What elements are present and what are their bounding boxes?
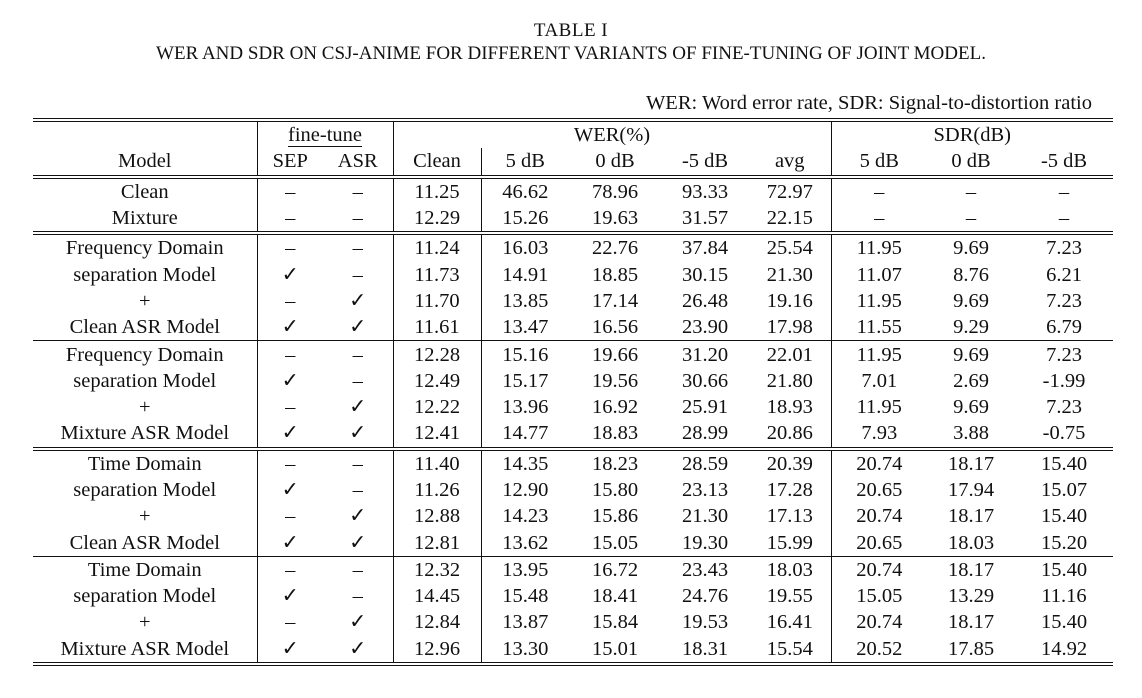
wer-cell: 30.15 <box>681 263 729 286</box>
sep-cell: – <box>257 177 323 205</box>
wer-cell: 30.66 <box>681 369 729 392</box>
wer-cell: 14.77 <box>481 420 569 448</box>
wer-cell: 20.86 <box>766 422 813 445</box>
sdr-cell: – <box>965 207 977 230</box>
wer-cell: 25.54 <box>749 233 831 261</box>
header-wer-0db: 0 dB <box>569 148 661 176</box>
results-table <box>33 118 1113 666</box>
wer-cell: 16.72 <box>569 556 661 583</box>
sdr-cell: 9.69 <box>953 396 989 419</box>
wer-cell: 14.45 <box>393 583 481 609</box>
wer-cell: 23.90 <box>681 316 729 339</box>
wer-cell: 14.35 <box>481 449 569 477</box>
wer-cell: 12.28 <box>393 341 481 368</box>
wer-cell: 19.53 <box>681 611 729 634</box>
wer-cell: 28.59 <box>661 449 749 477</box>
model-cell: Time Domain <box>33 556 257 583</box>
sep-cell: ✓ <box>257 477 323 503</box>
table-row <box>33 529 1113 556</box>
sep-cell: – <box>257 233 323 261</box>
sdr-cell: – <box>1058 207 1070 230</box>
wer-cell: 93.33 <box>661 177 749 205</box>
sdr-cell: 8.76 <box>953 263 989 286</box>
model-cell: Frequency Domain <box>33 233 257 261</box>
asr-cell: ✓ <box>349 422 367 445</box>
sdr-cell: – <box>831 205 927 233</box>
wer-cell: 15.54 <box>749 636 831 664</box>
wer-cell: 16.56 <box>591 316 639 339</box>
wer-cell: 20.39 <box>749 449 831 477</box>
sdr-cell: 13.29 <box>947 585 995 608</box>
wer-cell: 18.85 <box>591 263 639 286</box>
table-caption: WER AND SDR ON CSJ-ANIME FOR DIFFERENT VARIANTS OF FINE-TUNING OF JOINT MODEL. <box>156 43 986 64</box>
table-row <box>33 556 1113 583</box>
sep-cell: ✓ <box>257 636 323 664</box>
wer-cell: 12.88 <box>393 503 481 529</box>
sdr-cell: 9.29 <box>953 316 989 339</box>
sdr-cell: 20.65 <box>831 477 927 503</box>
sdr-cell: -1.99 <box>1042 369 1086 392</box>
wer-cell: 18.31 <box>661 636 749 664</box>
asr-cell: – <box>323 449 393 477</box>
asr-cell: ✓ <box>349 531 367 554</box>
wer-cell: 19.55 <box>766 585 813 608</box>
wer-cell: 18.23 <box>569 449 661 477</box>
asr-cell: – <box>352 263 363 286</box>
table-group <box>33 233 1113 341</box>
asr-cell: ✓ <box>349 316 367 339</box>
wer-cell: 23.43 <box>661 556 749 583</box>
sdr-cell: 11.55 <box>831 314 927 341</box>
model-cell: separation Model <box>73 369 217 392</box>
sdr-cell: 7.01 <box>831 368 927 394</box>
wer-cell: 15.84 <box>591 611 639 634</box>
wer-cell: 12.90 <box>481 477 569 503</box>
header-sdr-5db: 5 dB <box>831 148 927 176</box>
header-sdr-0db: 0 dB <box>927 148 1015 176</box>
wer-cell: 13.87 <box>481 609 569 635</box>
header-blank <box>33 120 257 148</box>
sdr-cell: 11.95 <box>831 341 927 368</box>
wer-cell: 15.05 <box>591 531 639 554</box>
wer-cell: 13.62 <box>481 529 569 556</box>
wer-cell: 12.32 <box>393 556 481 583</box>
wer-cell: 13.85 <box>481 288 569 314</box>
sdr-cell: -0.75 <box>1042 422 1086 445</box>
wer-cell: 19.56 <box>591 369 639 392</box>
sep-cell: – <box>257 556 323 583</box>
wer-cell: 11.25 <box>393 177 481 205</box>
sdr-cell: 11.95 <box>831 233 927 261</box>
sdr-cell: 11.07 <box>831 261 927 287</box>
table-row <box>33 477 1113 503</box>
sdr-cell: 6.79 <box>1046 316 1082 339</box>
wer-cell: 11.26 <box>393 477 481 503</box>
asr-cell: – <box>323 341 393 368</box>
header-row-2 <box>33 148 1113 176</box>
wer-cell: 19.66 <box>569 341 661 368</box>
wer-cell: 15.16 <box>481 341 569 368</box>
table-row <box>33 261 1113 287</box>
sdr-cell: 18.17 <box>927 449 1015 477</box>
model-cell: + <box>138 289 151 312</box>
wer-cell: 17.13 <box>766 505 813 528</box>
sdr-cell: – <box>1015 177 1113 205</box>
sdr-cell: 11.95 <box>831 394 927 420</box>
sdr-cell: 17.85 <box>927 636 1015 664</box>
wer-cell: 31.20 <box>661 341 749 368</box>
asr-cell: – <box>323 177 393 205</box>
wer-cell: 18.41 <box>591 585 639 608</box>
sdr-cell: 20.52 <box>831 636 927 664</box>
wer-cell: 12.41 <box>393 420 481 448</box>
table-row <box>33 394 1113 420</box>
wer-cell: 12.96 <box>393 636 481 664</box>
table-row <box>33 341 1113 368</box>
model-cell: + <box>138 396 151 419</box>
table-row <box>33 503 1113 529</box>
model-cell: Frequency Domain <box>33 341 257 368</box>
wer-cell: 26.48 <box>681 289 729 312</box>
wer-cell: 18.83 <box>591 422 639 445</box>
wer-cell: 13.95 <box>481 556 569 583</box>
sdr-cell: 17.94 <box>947 479 995 501</box>
table-row <box>33 609 1113 635</box>
sdr-cell: 15.40 <box>1040 505 1088 528</box>
wer-cell: 15.80 <box>591 479 639 501</box>
wer-cell: 11.70 <box>393 288 481 314</box>
sdr-cell: 7.93 <box>831 420 927 448</box>
wer-cell: 13.96 <box>481 394 569 420</box>
model-cell: + <box>138 505 151 528</box>
model-cell: separation Model <box>73 585 217 608</box>
sdr-cell: 7.23 <box>1015 233 1113 261</box>
wer-cell: 21.80 <box>766 369 813 392</box>
table-row <box>33 420 1113 448</box>
header-wer-5db: 5 dB <box>481 148 569 176</box>
sep-cell: – <box>257 503 323 529</box>
sdr-cell: 15.40 <box>1015 556 1113 583</box>
sdr-cell: 9.69 <box>927 341 1015 368</box>
sep-cell: ✓ <box>257 368 323 394</box>
wer-cell: 22.76 <box>569 233 661 261</box>
sdr-cell: 6.21 <box>1046 263 1082 286</box>
table-group <box>33 556 1113 664</box>
wer-cell: 18.03 <box>749 556 831 583</box>
header-wer-avg: avg <box>749 148 831 176</box>
wer-cell: 21.30 <box>766 263 813 286</box>
header-finetune: fine-tune <box>257 120 393 148</box>
table-row <box>33 583 1113 609</box>
header-row-1 <box>33 120 1113 148</box>
asr-cell: ✓ <box>349 396 367 419</box>
table-group <box>33 449 1113 557</box>
wer-cell: 28.99 <box>681 422 729 445</box>
header-sdr-group: SDR(dB) <box>831 120 1113 148</box>
sep-cell: – <box>257 288 323 314</box>
sdr-cell: 7.23 <box>1046 289 1082 312</box>
asr-cell: ✓ <box>349 611 367 634</box>
wer-cell: 37.84 <box>661 233 749 261</box>
sdr-cell: 18.03 <box>947 531 995 554</box>
model-cell: separation Model <box>73 263 217 286</box>
table-row <box>33 368 1113 394</box>
sdr-cell: – <box>831 177 927 205</box>
asr-cell: – <box>352 369 363 392</box>
table-row <box>33 205 1113 233</box>
sdr-cell: 14.92 <box>1015 636 1113 664</box>
table-row <box>33 288 1113 314</box>
wer-cell: 12.22 <box>393 394 481 420</box>
sep-cell: ✓ <box>257 420 323 448</box>
model-cell: Time Domain <box>33 449 257 477</box>
table-row <box>33 177 1113 205</box>
model-cell: Clean ASR Model <box>69 316 220 339</box>
sep-cell: – <box>257 609 323 635</box>
sdr-cell: 9.69 <box>953 289 989 312</box>
wer-cell: 19.16 <box>766 289 813 312</box>
header-model: Model <box>33 148 257 176</box>
asr-cell: ✓ <box>349 505 367 528</box>
model-cell: + <box>138 611 151 634</box>
wer-cell: 23.13 <box>681 479 729 501</box>
wer-cell: 17.14 <box>591 289 639 312</box>
wer-cell: 72.97 <box>749 177 831 205</box>
model-cell: Mixture ASR Model <box>33 636 257 664</box>
model-cell: separation Model <box>73 479 217 501</box>
sdr-cell: 15.20 <box>1040 531 1088 554</box>
wer-cell: 15.01 <box>569 636 661 664</box>
wer-cell: 15.26 <box>481 205 569 233</box>
wer-cell: 16.03 <box>481 233 569 261</box>
sdr-cell: 20.65 <box>831 529 927 556</box>
table-group <box>33 177 1113 234</box>
asr-cell: – <box>352 479 363 501</box>
wer-cell: 31.57 <box>681 207 729 230</box>
sep-cell: – <box>257 205 323 233</box>
wer-cell: 19.63 <box>591 207 639 230</box>
header-asr: ASR <box>323 148 393 176</box>
sep-cell: ✓ <box>257 529 323 556</box>
asr-cell: – <box>352 585 363 608</box>
wer-cell: 12.49 <box>393 368 481 394</box>
wer-cell: 78.96 <box>569 177 661 205</box>
table-row <box>33 233 1113 261</box>
asr-cell: – <box>323 233 393 261</box>
wer-cell: 11.61 <box>393 314 481 341</box>
sdr-cell: 15.07 <box>1040 479 1088 501</box>
sep-cell: ✓ <box>257 583 323 609</box>
asr-cell: ✓ <box>349 289 367 312</box>
header-wer-group: WER(%) <box>393 120 831 148</box>
sdr-cell: 18.17 <box>947 611 995 634</box>
wer-cell: 12.81 <box>393 529 481 556</box>
wer-cell: 11.40 <box>393 449 481 477</box>
header-wer-clean: Clean <box>393 148 481 176</box>
wer-cell: 13.47 <box>481 314 569 341</box>
wer-cell: 19.30 <box>681 531 729 554</box>
wer-cell: 14.91 <box>481 261 569 287</box>
wer-cell: 22.01 <box>749 341 831 368</box>
sdr-cell: 20.74 <box>831 609 927 635</box>
sdr-cell: 18.17 <box>947 505 995 528</box>
sdr-cell: 20.74 <box>831 503 927 529</box>
wer-cell: 13.30 <box>481 636 569 664</box>
header-sep: SEP <box>257 148 323 176</box>
sdr-cell: 20.74 <box>831 449 927 477</box>
wer-cell: 11.24 <box>393 233 481 261</box>
sep-cell: ✓ <box>257 261 323 287</box>
wer-cell: 46.62 <box>481 177 569 205</box>
sdr-cell: 7.23 <box>1015 341 1113 368</box>
sdr-cell: 15.05 <box>831 583 927 609</box>
sep-cell: – <box>257 341 323 368</box>
model-cell: Mixture ASR Model <box>60 422 230 445</box>
sdr-cell: 3.88 <box>953 422 989 445</box>
asr-cell: – <box>323 556 393 583</box>
wer-cell: 11.73 <box>393 261 481 287</box>
sep-cell: – <box>257 394 323 420</box>
sdr-cell: 18.17 <box>927 556 1015 583</box>
wer-cell: 15.17 <box>481 368 569 394</box>
wer-cell: 25.91 <box>681 396 729 419</box>
sdr-cell: 15.40 <box>1015 449 1113 477</box>
sdr-cell: 9.69 <box>927 233 1015 261</box>
sdr-cell: 2.69 <box>953 369 989 392</box>
asr-cell: – <box>352 207 363 230</box>
sdr-cell: 11.95 <box>831 288 927 314</box>
wer-cell: 12.84 <box>393 609 481 635</box>
sdr-cell: 20.74 <box>831 556 927 583</box>
model-cell: Clean ASR Model <box>69 531 220 554</box>
wer-cell: 24.76 <box>681 585 729 608</box>
wer-cell: 15.48 <box>481 583 569 609</box>
header-wer-m5db: -5 dB <box>661 148 749 176</box>
sdr-cell: – <box>927 177 1015 205</box>
table-row <box>33 314 1113 341</box>
wer-cell: 16.41 <box>766 611 813 634</box>
header-sdr-m5db: -5 dB <box>1015 148 1113 176</box>
asr-cell: ✓ <box>323 636 393 664</box>
sdr-cell: 15.40 <box>1040 611 1088 634</box>
sep-cell: ✓ <box>257 314 323 341</box>
wer-cell: 16.92 <box>591 396 639 419</box>
sdr-cell: 11.16 <box>1041 585 1087 608</box>
wer-cell: 18.93 <box>766 396 813 419</box>
table-row <box>33 449 1113 477</box>
table-row <box>33 636 1113 664</box>
wer-cell: 17.98 <box>766 316 813 339</box>
wer-cell: 12.29 <box>393 205 481 233</box>
wer-cell: 21.30 <box>681 505 729 528</box>
model-cell: Clean <box>33 177 257 205</box>
sdr-cell: 7.23 <box>1046 396 1082 419</box>
wer-cell: 17.28 <box>766 479 813 501</box>
wer-cell: 14.23 <box>481 503 569 529</box>
sep-cell: – <box>257 449 323 477</box>
model-cell: Mixture <box>111 207 178 230</box>
table-group <box>33 341 1113 449</box>
wer-cell: 15.99 <box>766 531 813 554</box>
wer-cell: 15.86 <box>591 505 639 528</box>
abbreviation-note: WER: Word error rate, SDR: Signal-to-distortion ratio <box>645 92 1092 114</box>
wer-cell: 22.15 <box>766 207 813 230</box>
table-label: TABLE I <box>533 20 609 41</box>
